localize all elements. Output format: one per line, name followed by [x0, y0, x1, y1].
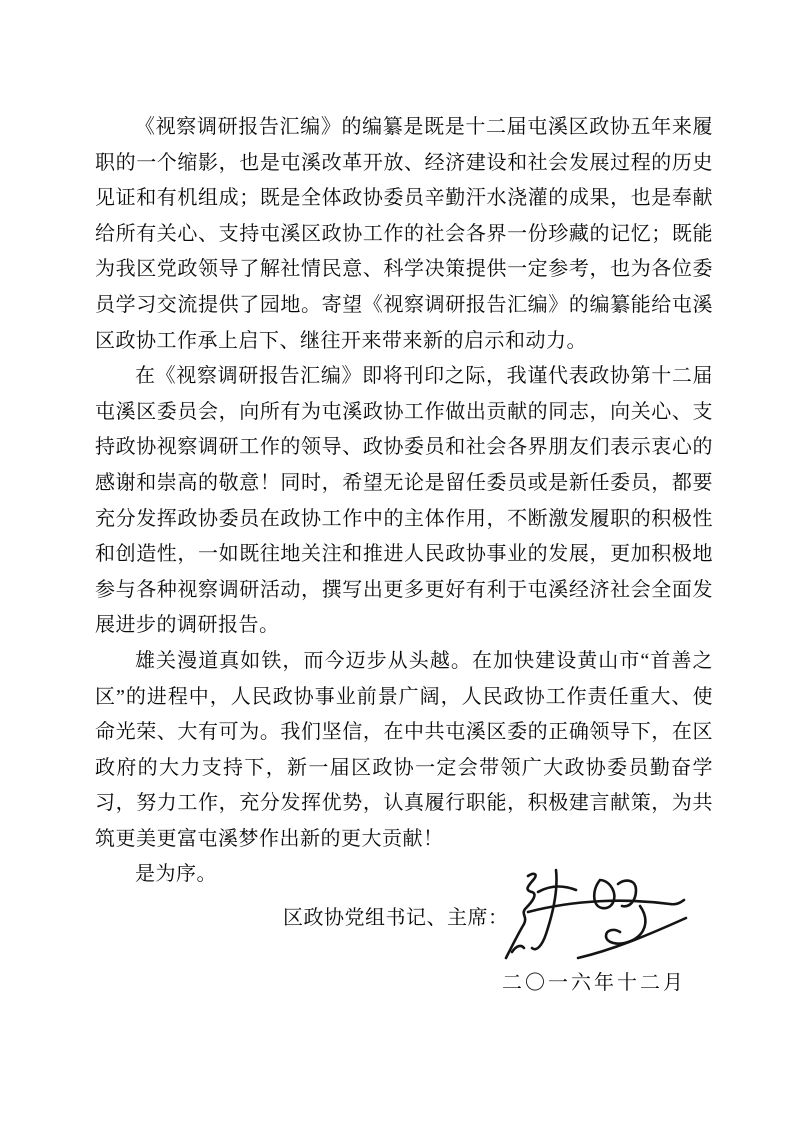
preface-paragraph-3: 雄关漫道真如铁，而今迈步从头越。在加快建设黄山市“首善之区”的进程中，人民政协事业前景广阔，人民政协工作责任重大、使命光荣、大有可为。我们坚信，在中共屯溪区委的正确领导下，在区政府的大力支持下，新一届区政协一定会带领广大政协委员勤奋学习，努力工作，充分发挥优势，认真履行职能，积极建言献策，为共筑更美更富屯溪梦作出新的更大贡献！ [95, 649, 713, 850]
preface-body [95, 110, 713, 893]
closing-line: 是为序。 [135, 863, 217, 886]
signer-title: 区政协党组书记、主席： [283, 907, 509, 929]
signature-date: 二〇一六年十二月 [502, 972, 686, 994]
handwritten-signature-icon [494, 862, 699, 970]
preface-paragraph-2: 在《视察调研报告汇编》即将刊印之际，我谨代表政协第十二届屯溪区委员会，向所有为屯溪政协工作做出贡献的同志，向关心、支持政协视察调研工作的领导、政协委员和社会各界朋友们表示衷心的感谢和崇高的敬意！同时，希望无论是留任委员或是新任委员，都要充分发挥政协委员在政协工作中的主体作用，不断激发履职的积极性和创造性，一如既往地关注和推进人民政协事业的发展，更加积极地参与各种视察调研活动，撰写出更多更好有利于屯溪经济社会全面发展进步的调研报告。 [95, 365, 713, 637]
preface-paragraph-1: 《视察调研报告汇编》的编纂是既是十二届屯溪区政协五年来履职的一个缩影，也是屯溪改革开放、经济建设和社会发展过程的历史见证和有机组成；既是全体政协委员辛勤汗水浇灌的成果，也是奉献给所有关心、支持屯溪区政协工作的社会各界一份珍藏的记忆；既能为我区党政领导了解社情民意、科学决策提供一定参考，也为各位委员学习交流提供了园地。寄望《视察调研报告汇编》的编纂能给屯溪区政协工作承上启下、继往开来带来新的启示和动力。 [95, 116, 713, 352]
